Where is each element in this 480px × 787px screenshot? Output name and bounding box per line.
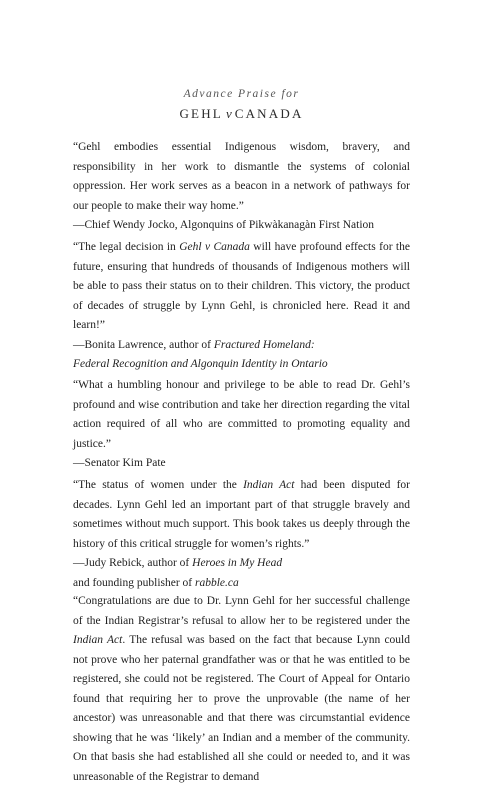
book-title: [73, 106, 410, 122]
quote-attribution: [73, 336, 410, 356]
quote-text-part: “Congratulations are due to Dr. Lynn Gehl for her successful challenge of the Indian Registrar’s refusal to allow her to be registered under the: [73, 595, 410, 627]
attribution-book-title: Fractured Homeland:: [213, 338, 315, 351]
quote-attribution-line2: [73, 574, 410, 594]
quote-text: “Gehl embodies essential Indigenous wisdom, bravery, and responsibility in her work to dismantle the systems of colonial oppression. Her work serves as a beacon in a network of pathways for our people to make their way home.”: [73, 141, 410, 212]
praise-quote-lawrence: [73, 238, 410, 375]
quote-text-part: had been disputed for decades. Lynn Gehl led an important part of that struggle bravely and sometimes without much support. This book takes us deeply through the history of this critical struggle for women’s rights.”: [73, 479, 410, 550]
quote-text-part: will have profound effects for the future, ensuring that hundreds of thousands of Indigenous mothers will be able to pass their status on to their children. This victory, the product of decades of struggle by Lynn Gehl, is chronicled here. Read it and learn!”: [73, 241, 410, 331]
quote-text-part: . The refusal was based on the fact that because Lynn could not prove who her paternal grandfather was or that he was entitled to be registered, she could not be registered. The Court of Appeal for Ontario found that requiring her to prove the unprovable (the name of her ancestor) was unreasonable and that there was circumstantial evidence showing that he was ‘likely’ an Indian and a member of the community. On that basis she had established all she could or needed to, and it was unreasonable of the Registrar to demand: [73, 634, 410, 783]
attribution-part: —Judy Rebick, author of: [73, 557, 193, 569]
advance-praise-kicker: Advance Praise for: [183, 88, 300, 100]
quote-text: [73, 238, 410, 336]
quote-attribution: —Senator Kim Pate: [73, 457, 166, 469]
praise-quote-pate: [73, 376, 410, 474]
attribution-part: and founding publisher of: [73, 576, 196, 589]
quote-text-italic: Indian Act: [73, 634, 123, 646]
title-v: v: [225, 106, 232, 121]
praise-quote-rebick: [73, 476, 410, 593]
quote-attribution-line2: [73, 355, 410, 375]
attribution-book-subtitle: Federal Recognition and Algonquin Identity in Ontario: [73, 358, 328, 370]
praise-quote-congratulations: [73, 592, 410, 787]
quote-text: “What a humbling honour and privilege to be able to read Dr. Gehl’s profound and wise contribution and take her direction regarding the vital action required of all who are committed to promoting equality and justice.”: [73, 379, 410, 450]
title-part-canada: CANADA: [234, 106, 304, 121]
quote-attribution: —Chief Wendy Jocko, Algonquins of Pikwàkanagàn First Nation: [73, 219, 375, 231]
title-part-gehl: GEHL: [179, 106, 223, 121]
praise-quote-jocko: [73, 138, 410, 236]
quote-text: [73, 476, 410, 554]
attribution-part: —Bonita Lawrence, author of: [73, 338, 214, 351]
quote-text-part: “The legal decision in: [73, 241, 180, 253]
attribution-book-title: Heroes in My Head: [192, 557, 283, 569]
quote-attribution: [73, 554, 410, 574]
quote-text-part: “The status of women under the: [73, 479, 244, 491]
attribution-site: rabble.ca: [195, 576, 239, 589]
quote-text-italic: Gehl v Canada: [179, 241, 250, 253]
quote-text-italic: Indian Act: [243, 479, 295, 491]
quote-text: [73, 592, 410, 787]
